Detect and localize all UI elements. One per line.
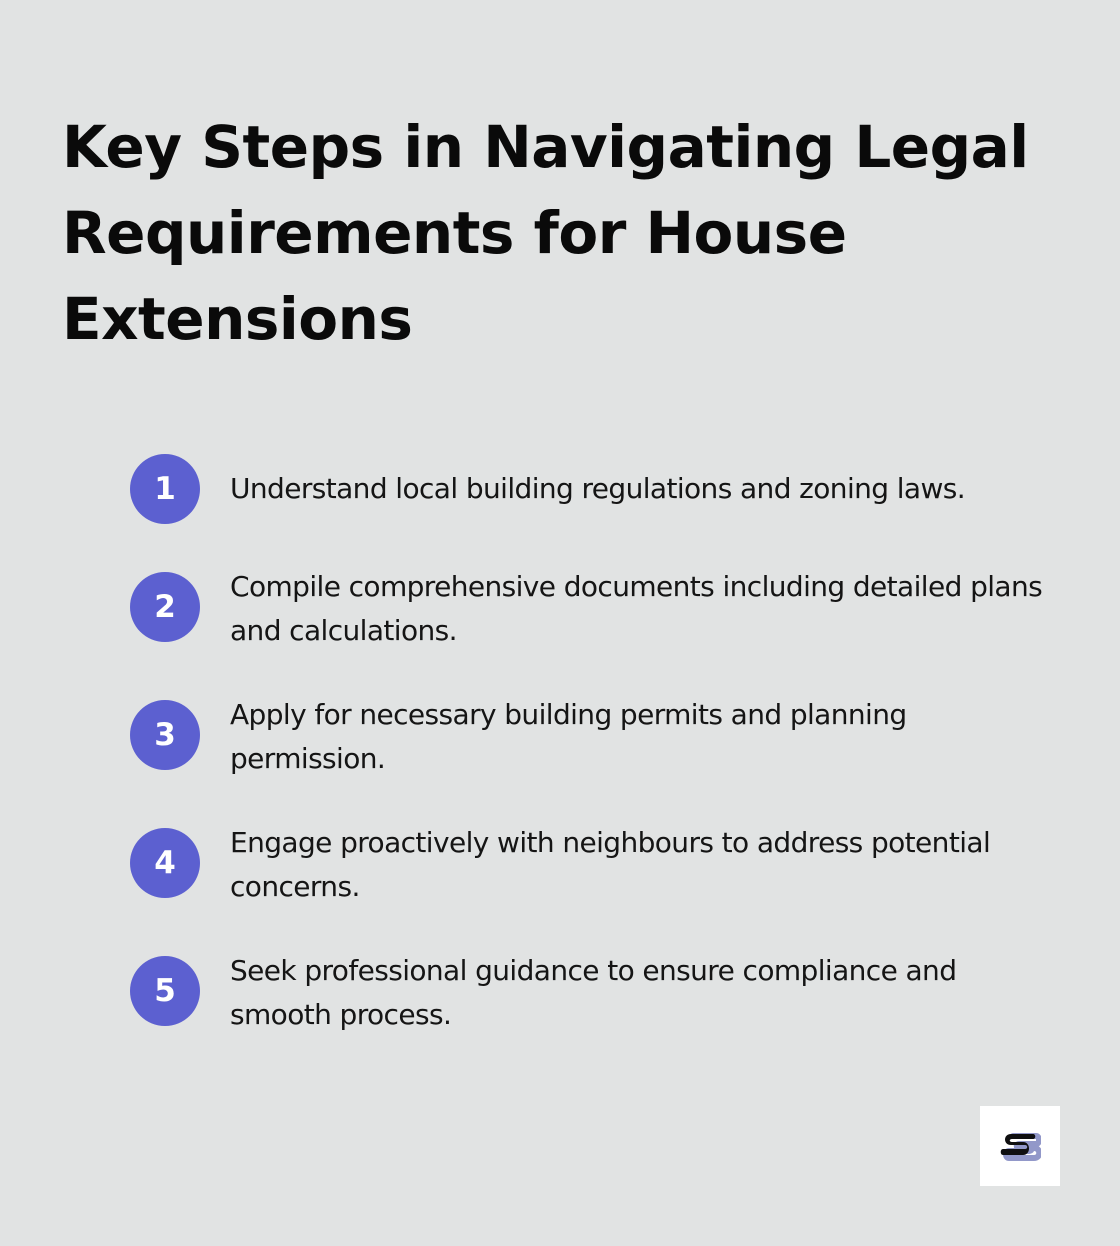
- page-title: Key Steps in Navigating Legal Requirements for House Extensions: [62, 113, 1029, 353]
- step-text: Apply for necessary building permits and planning permission.: [230, 698, 907, 775]
- step-number-badge: 1: [130, 454, 200, 524]
- step-text: Seek professional guidance to ensure compliance and smooth process.: [230, 954, 957, 1031]
- step-text: Engage proactively with neighbours to address potential concerns.: [230, 826, 991, 903]
- step-number-badge: 5: [130, 956, 200, 1026]
- step-text: Compile comprehensive documents including detailed plans and calculations.: [230, 570, 1043, 647]
- brand-logo-icon: [999, 1130, 1041, 1162]
- step-number-badge: 4: [130, 828, 200, 898]
- step-number-badge: 2: [130, 572, 200, 642]
- brand-logo: [980, 1106, 1060, 1186]
- step-number-badge: 3: [130, 700, 200, 770]
- step-text: Understand local building regulations and zoning laws.: [230, 472, 966, 505]
